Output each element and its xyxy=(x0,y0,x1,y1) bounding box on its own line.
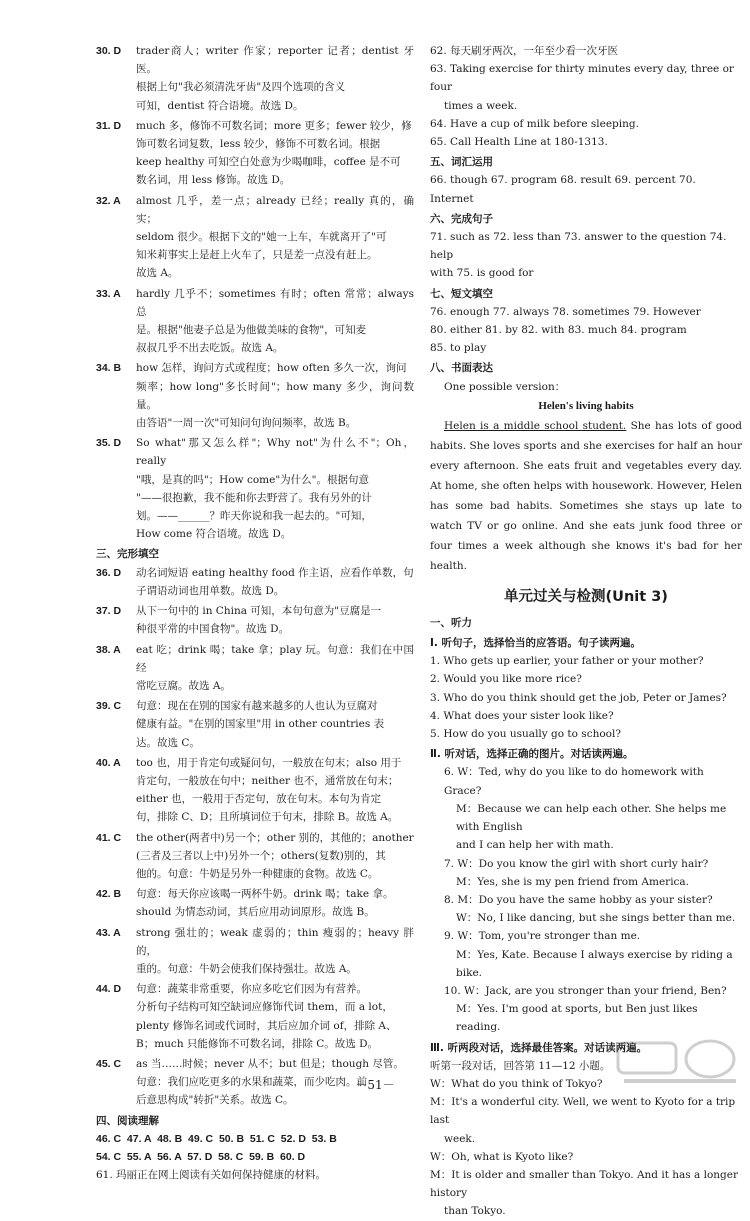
answer-entry xyxy=(96,885,414,921)
watermark-logo xyxy=(614,1035,742,1091)
explanation-line: 数名词，用 less 修饰。故选 D。 xyxy=(136,174,291,187)
explanation xyxy=(136,641,414,696)
explanation-line: 频率；how long"多长时间"；how many 多少，询问数量。 xyxy=(136,380,414,411)
answer-entry xyxy=(96,980,414,1053)
transcript-line: 7. W：Do you know the girl with short curly hair? xyxy=(444,857,709,870)
transcript-line: than Tokyo. xyxy=(444,1205,506,1218)
answer-entry xyxy=(96,641,414,696)
explanation-line: (三者及三者以上中)另外一个；others(复数)别的，其 xyxy=(136,849,386,862)
section-heading: 七、短文填空 xyxy=(430,287,493,300)
explanation-line: 动名词短语 eating healthy food 作主语，应看作单数，句 xyxy=(136,566,414,579)
transcript-line: 1. Who gets up earlier, your father or your mother? xyxy=(430,655,704,668)
answer-number: 31. D xyxy=(96,119,122,132)
explanation-line: 句意：现在在别的国家有越来越多的人也认为豆腐对 xyxy=(136,700,378,713)
left-column xyxy=(96,42,414,1184)
transcript-line: 10. W：Jack, are you stronger than your friend, Ben? xyxy=(444,984,727,997)
explanation xyxy=(136,285,414,358)
explanation xyxy=(136,564,414,600)
answer-entry xyxy=(96,192,414,283)
explanation xyxy=(136,434,414,543)
answer-entry xyxy=(96,564,414,600)
explanation-line: 可知，dentist 符合语境。故选 D。 xyxy=(136,99,304,112)
answer-entry xyxy=(96,602,414,638)
explanation-line: 常吃豆腐。故选 A。 xyxy=(136,679,231,692)
answer-number: 35. D xyxy=(96,437,122,450)
transcript-line: 8. M：Do you have the same hobby as your sister? xyxy=(444,893,713,906)
answer-line: 61. 玛丽正在网上阅读有关如何保持健康的材料。 xyxy=(96,1169,327,1182)
transcript-line: M：Yes, she is my pen friend from America. xyxy=(456,875,690,888)
explanation-line: 肯定句，一般放在句中；neither 也不，通常放在句末； xyxy=(136,774,399,787)
answer-entry xyxy=(96,754,414,827)
answer-line: 65. Call Health Line at 180-1313. xyxy=(430,136,608,149)
section-heading: 一、听力 xyxy=(430,616,472,629)
explanation-line: how 怎样，询问方式或程度；how often 多久一次，询问 xyxy=(136,362,407,375)
explanation-line: 是。根据"他妻子总是为他做美味的食物"，可知麦 xyxy=(136,324,367,337)
answer-number: 42. B xyxy=(96,888,122,901)
section-heading: 八、书面表达 xyxy=(430,362,493,375)
explanation-line: 分析句子结构可知空缺词应修饰代词 them，而 a lot， xyxy=(136,1001,393,1014)
explanation xyxy=(136,117,414,190)
transcript-line: M：It is older and smaller than Tokyo. And it has a longer history xyxy=(430,1168,739,1200)
transcript-line: 2. Would you like more rice? xyxy=(430,673,582,686)
answer-number: 40. A xyxy=(96,756,121,769)
answer-number: 32. A xyxy=(96,194,121,207)
explanation-line: either 也，一般用于否定句，放在句末。本句为肯定 xyxy=(136,793,382,806)
transcript-line: W：No, I like dancing, but she sings better than me. xyxy=(456,912,736,925)
explanation xyxy=(136,42,414,115)
answer-line: 76. enough 77. always 78. sometimes 79. However xyxy=(430,305,701,318)
answer-line: 62. 每天刷牙两次，一年至少看一次牙医 xyxy=(430,45,619,57)
answer-line: 63. Taking exercise for thirty minutes every day, three or four xyxy=(430,63,734,94)
answer-entry xyxy=(96,829,414,884)
explanation-line: 子谓语动词也用单数。故选 D。 xyxy=(136,584,285,597)
answer-line: 71. such as 72. less than 73. answer to the question 74. help xyxy=(430,231,727,262)
answer-line: 80. either 81. by 82. with 83. much 84. program xyxy=(430,324,687,337)
explanation xyxy=(136,697,414,752)
essay-first-sentence: Helen is a middle school student. xyxy=(444,419,627,432)
transcript-line: 4. What does your sister look like? xyxy=(430,709,614,722)
unit-title: 单元过关与检测(Unit 3) xyxy=(504,588,668,605)
transcript-line: and I can help her with math. xyxy=(456,839,614,852)
section-heading: 三、完形填空 xyxy=(96,548,159,561)
answer-number: 38. A xyxy=(96,643,121,656)
part-heading: Ⅲ. 听两段对话，选择最佳答案。对话读两遍。 xyxy=(430,1041,648,1054)
page-number: －51－ xyxy=(355,1078,395,1092)
essay-text: She has lots of good habits. She loves sports and she exercises for half an hour every afternoon. She eats fruit and vegetables every day. At home, she often helps with housework. However, Helen has some bad habits. Sometimes she stays up late to watch TV or go online. And she eats junk food three or four times a week although she knows it's bad for her health. xyxy=(430,419,742,572)
answer-number: 33. A xyxy=(96,287,121,300)
explanation xyxy=(136,885,414,921)
essay-title: Helen's living habits xyxy=(538,399,634,412)
answer-line: with 75. is good for xyxy=(430,267,534,280)
explanation-line: 故选 A。 xyxy=(136,267,179,280)
explanation-line: B；much 只能修饰不可数名词，排除 C。故选 D。 xyxy=(136,1037,379,1050)
explanation-line: keep healthy 可知空白处意为少喝咖啡，coffee 是不可 xyxy=(136,156,401,169)
reading-answers: 46. C 47. A 48. B 49. C 50. B 51. C 52. D 53. B xyxy=(96,1132,337,1145)
explanation-line: "哦，是真的吗"；How come"为什么"。根据句意 xyxy=(136,473,369,486)
part-heading: Ⅱ. 听对话，选择正确的图片。对话读两遍。 xyxy=(430,748,634,761)
answer-line: 66. though 67. program 68. result 69. percent 70. Internet xyxy=(430,174,696,205)
answer-number: 45. C xyxy=(96,1057,122,1070)
explanation-line: 健康有益。"在别的国家里"用 in other countries 表 xyxy=(136,718,385,731)
answer-number: 43. A xyxy=(96,926,121,939)
part-heading: Ⅰ. 听句子，选择恰当的应答语。句子读两遍。 xyxy=(430,637,642,650)
transcript-line: week. xyxy=(444,1132,476,1145)
answer-number: 37. D xyxy=(96,605,122,618)
explanation-line: should 为情态动词，其后应用动词原形。故选 B。 xyxy=(136,906,375,919)
transcript-line: 听第一段对话，回答第 11—12 小题。 xyxy=(430,1059,611,1072)
transcript-line: M：Yes, Kate. Because I always exercise by riding a bike. xyxy=(456,948,733,979)
explanation-line: 句意：每天你应该喝一两杯牛奶。drink 喝；take 拿。 xyxy=(136,888,394,901)
transcript-line: 5. How do you usually go to school? xyxy=(430,728,621,741)
explanation-line: 句意：蔬菜非常重要，你应多吃它们因为有营养。 xyxy=(136,983,367,996)
transcript-line: 9. W：Tom, you're stronger than me. xyxy=(444,930,641,943)
explanation-line: 叔叔几乎不出去吃饭。故选 A。 xyxy=(136,342,284,355)
answer-entry xyxy=(96,434,414,543)
explanation-line: 种很平常的中国食物"。故选 D。 xyxy=(136,623,290,636)
explanation xyxy=(136,359,414,432)
explanation xyxy=(136,192,414,283)
explanation-line: seldom 很少。根据下文的"她一上车，车就离开了"可 xyxy=(136,231,387,244)
answer-entry xyxy=(96,924,414,979)
explanation-line: How come 符合语境。故选 D。 xyxy=(136,528,292,541)
explanation xyxy=(136,829,414,884)
explanation-line: as 当……时候；never 从不；but 但是；though 尽管。 xyxy=(136,1057,404,1070)
explanation-line: 从下一句中的 in China 可知，本句句意为"豆腐是一 xyxy=(136,605,382,618)
explanation-line: 重的。句意：牛奶会使我们保持强壮。故选 A。 xyxy=(136,962,357,975)
answer-number: 34. B xyxy=(96,362,122,375)
explanation xyxy=(136,924,414,979)
transcript-line: M：Yes. I'm good at sports, but Ben just likes reading. xyxy=(456,1003,698,1034)
answer-entry xyxy=(96,359,414,432)
answer-number: 30. D xyxy=(96,45,122,57)
answer-entry xyxy=(96,117,414,190)
explanation-line: 句，排除 C、D；且所填词位于句末，排除 B。故选 A。 xyxy=(136,811,399,824)
explanation-line: the other(两者中)另一个；other 别的，其他的；another xyxy=(136,831,414,844)
explanation-line: trader商人；writer 作家；reporter 记者；dentist 牙医。 xyxy=(136,45,414,76)
explanation-line: strong 强壮的；weak 虚弱的；thin 瘦弱的；heavy 胖的， xyxy=(136,926,414,957)
transcript-line: W：Oh, what is Kyoto like? xyxy=(430,1150,574,1163)
answer-entry xyxy=(96,697,414,752)
explanation-line: much 多，修饰不可数名词；more 更多；fewer 较少，修 xyxy=(136,119,412,132)
transcript-line: W：What do you think of Tokyo? xyxy=(430,1077,603,1090)
explanation-line: 他的。句意：牛奶是另外一种健康的食物。故选 C。 xyxy=(136,867,379,880)
answer-number: 39. C xyxy=(96,700,122,713)
answer-line: 85. to play xyxy=(430,342,487,355)
explanation xyxy=(136,980,414,1053)
explanation-line: 饰可数名词复数，less 较少，修饰不可数名词。根据 xyxy=(136,138,381,151)
answer-number: 41. C xyxy=(96,831,122,844)
answer-entry xyxy=(96,42,414,115)
section-heading: 五、词汇运用 xyxy=(430,156,493,169)
explanation-line: 句意：我们应吃更多的水果和蔬菜，而少吃肉。前 xyxy=(136,1076,367,1089)
transcript-line: 3. Who do you think should get the job, Peter or James? xyxy=(430,691,727,704)
transcript-line: M：Because we can help each other. She helps me with English xyxy=(456,802,727,834)
answer-line: times a week. xyxy=(444,99,518,112)
explanation xyxy=(136,754,414,827)
explanation-line: eat 吃；drink 喝；take 拿；play 玩。句意：我们在中国经 xyxy=(136,643,414,674)
answer-number: 36. D xyxy=(96,566,122,579)
explanation-line: "——很抱歉，我不能和你去野营了。我有另外的计 xyxy=(136,491,372,504)
explanation-line: almost 几乎，差一点；already 已经；really 真的，确实； xyxy=(136,194,414,225)
explanation-line: 根据上句"我必须清洗牙齿"及四个选项的含义 xyxy=(136,81,346,94)
explanation xyxy=(136,602,414,638)
explanation-line: too 也，用于肯定句或疑问句，一般放在句末；also 用于 xyxy=(136,756,402,769)
section-heading: 四、阅读理解 xyxy=(96,1114,159,1127)
answer-entry xyxy=(96,285,414,358)
essay-body xyxy=(430,416,742,576)
explanation-line: 达。故选 C。 xyxy=(136,736,200,749)
explanation-line: 由答语"一周一次"可知问句询问频率，故选 B。 xyxy=(136,417,357,430)
transcript-line: 6. W：Ted, why do you like to do homework with Grace? xyxy=(444,766,704,797)
answer-number: 44. D xyxy=(96,983,122,996)
explanation-line: plenty 修饰名词或代词时，其后应加介词 of，排除 A、 xyxy=(136,1019,397,1032)
explanation-line: 知米莉事实上是赶上火车了，只是差一点没有赶上。 xyxy=(136,249,378,262)
explanation-line: So what"那又怎么样"；Why not"为什么不"；Oh，really xyxy=(136,437,414,468)
transcript-line: M：It's a wonderful city. Well, we went to Kyoto for a trip last xyxy=(430,1096,736,1127)
answer-line: 64. Have a cup of milk before sleeping. xyxy=(430,117,639,130)
reading-answers: 54. C 55. A 56. A 57. D 58. C 59. B 60. D xyxy=(96,1150,306,1163)
explanation-line: hardly 几乎不；sometimes 有时；often 常常；always 总 xyxy=(136,287,414,318)
essay-intro: One possible version： xyxy=(444,380,566,393)
explanation-line: 后意思构成"转折"关系。故选 C。 xyxy=(136,1094,294,1107)
explanation-line: 划。——______？昨天你说和我一起去的。"可知， xyxy=(136,510,372,523)
section-heading: 六、完成句子 xyxy=(430,212,493,225)
